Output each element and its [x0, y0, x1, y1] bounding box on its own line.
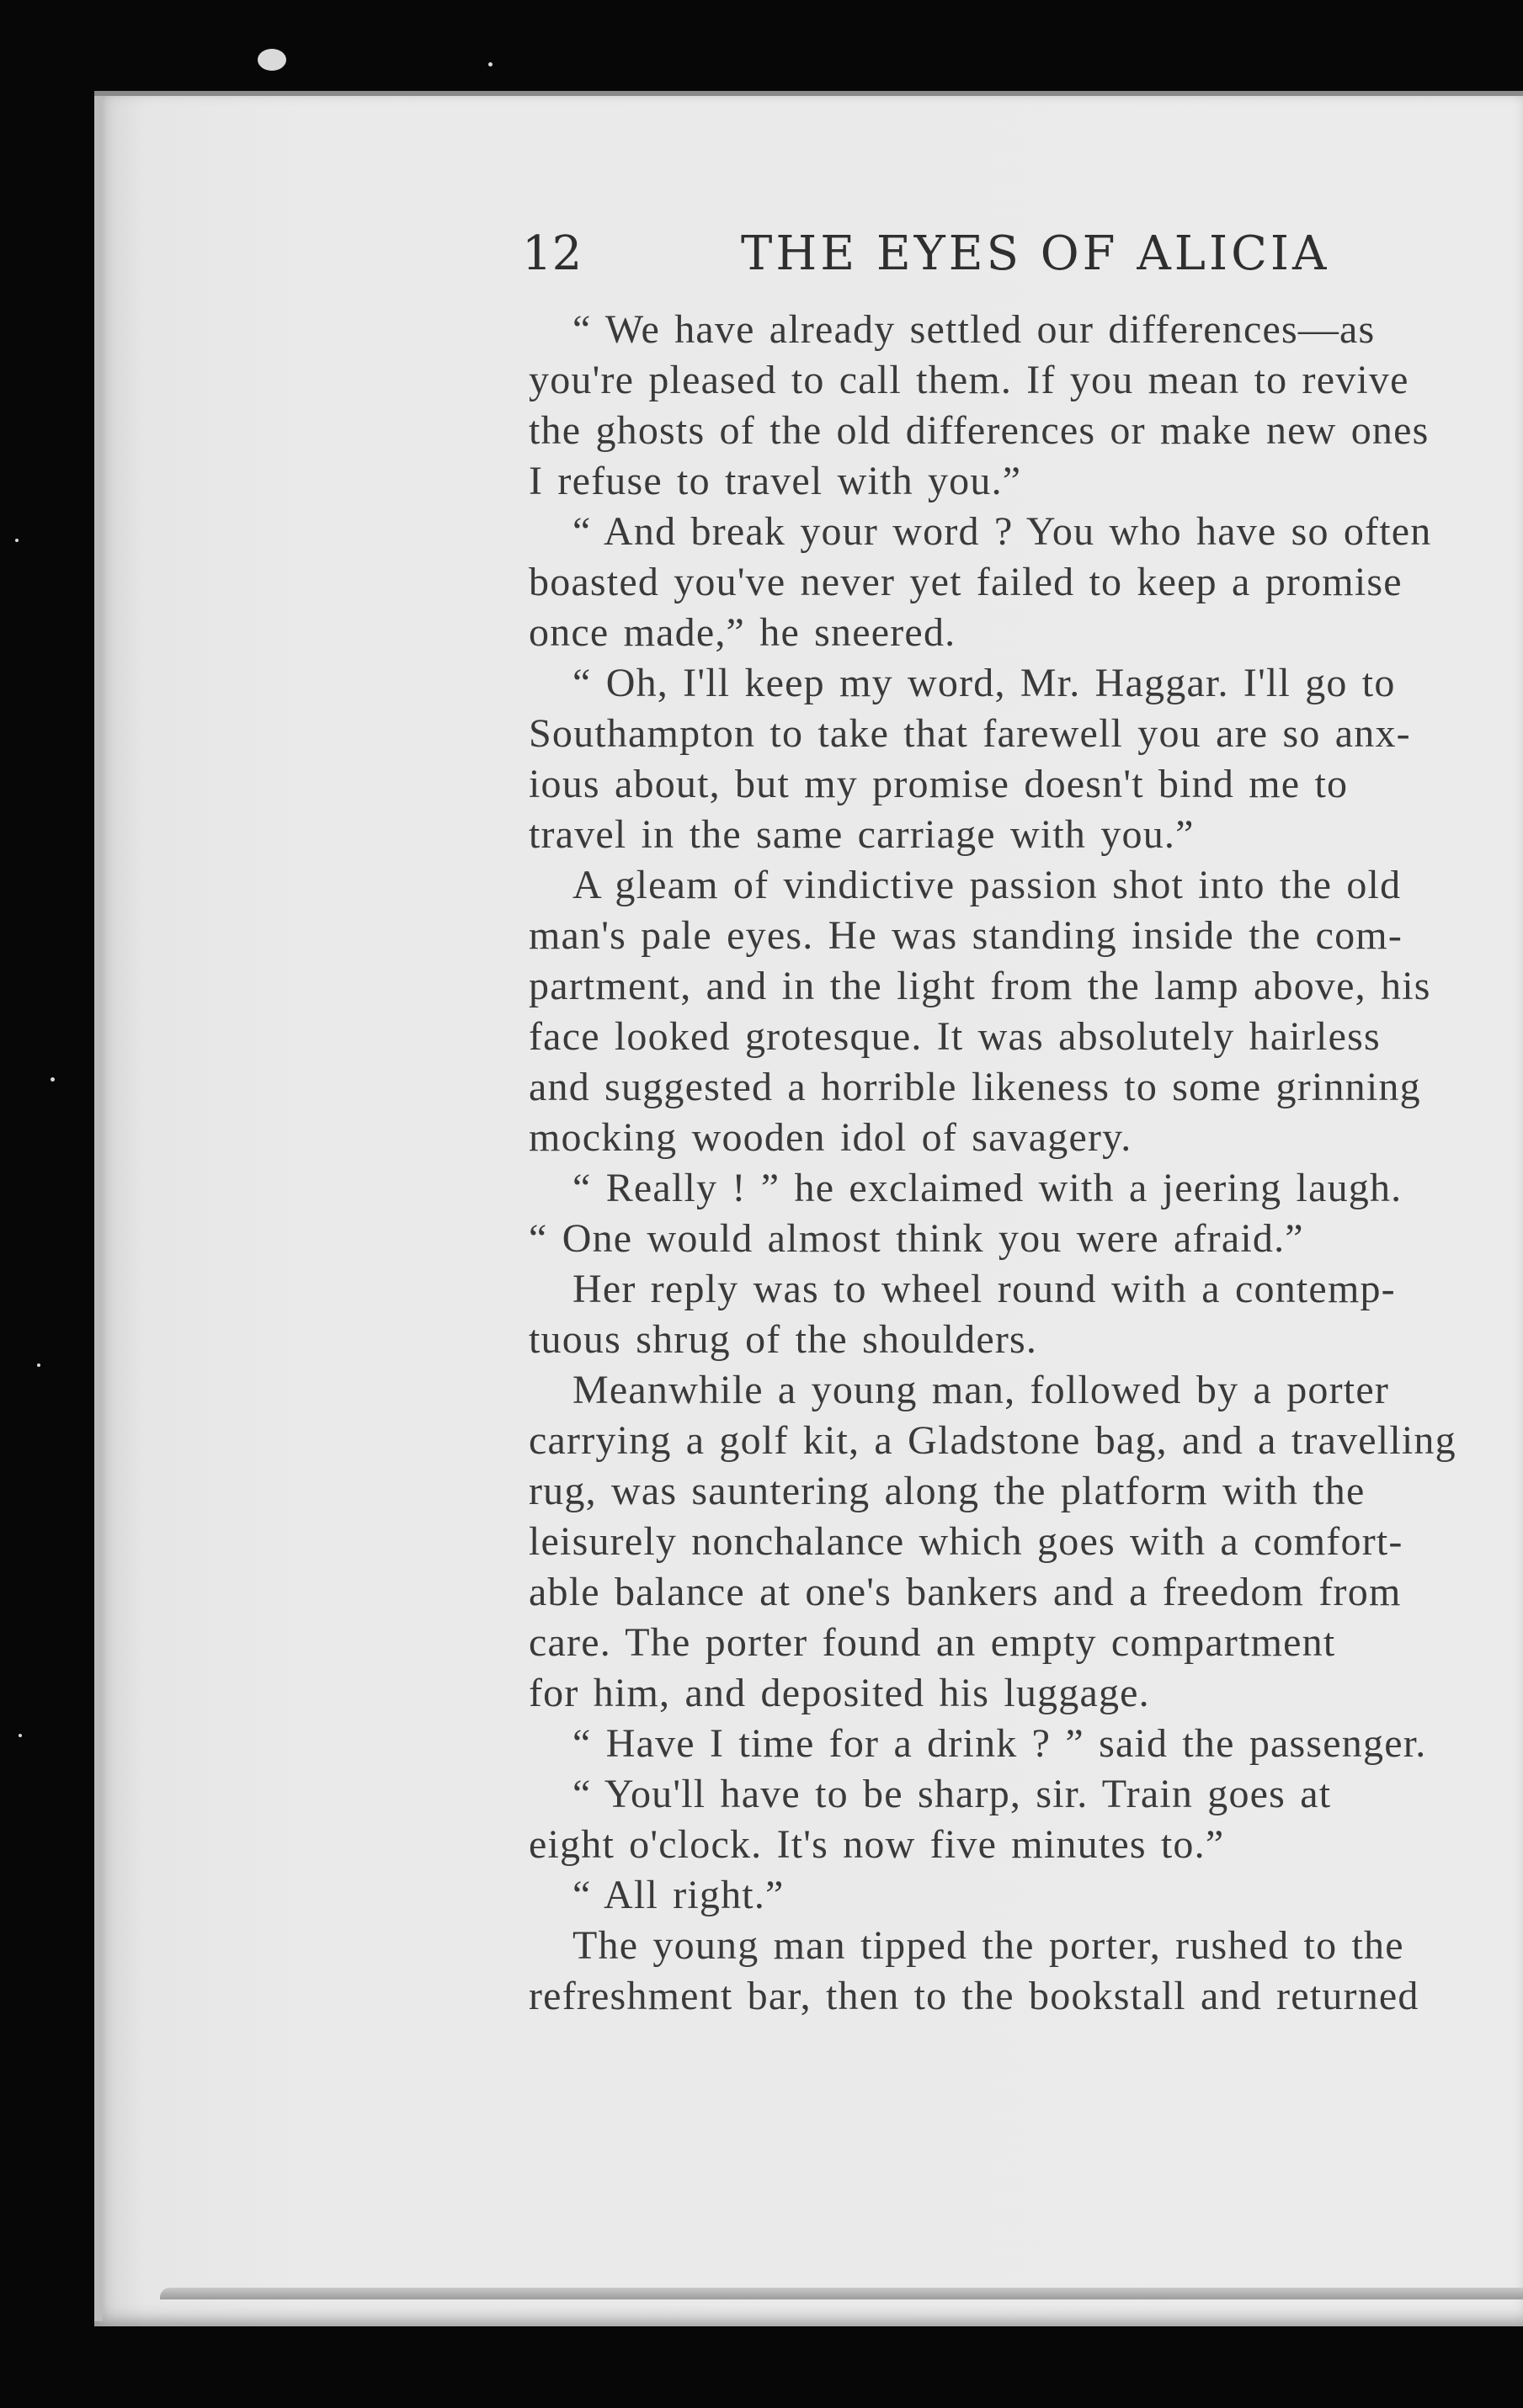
- text-line: “ One would almost think you were afraid.”: [529, 1216, 1304, 1261]
- page-number: 12: [522, 226, 583, 281]
- text-line: mocking wooden idol of savagery.: [529, 1115, 1132, 1160]
- text-line: able balance at one's bankers and a freedom from: [529, 1570, 1402, 1614]
- text-line: once made,” he sneered.: [529, 610, 956, 655]
- text-line: “ Really ! ” he exclaimed with a jeering laugh.: [572, 1166, 1403, 1210]
- dust-speck: [488, 62, 493, 66]
- text-line: you're pleased to call them. If you mean to revive: [529, 358, 1409, 402]
- text-line: the ghosts of the old differences or make new ones: [529, 408, 1430, 453]
- dust-speck: [19, 1734, 22, 1737]
- text-line: “ And break your word ? You who have so often: [572, 509, 1432, 554]
- text-line: tuous shrug of the shoulders.: [529, 1317, 1038, 1362]
- text-line: boasted you've never yet failed to keep a promise: [529, 560, 1403, 604]
- text-line: “ You'll have to be sharp, sir. Train goes at: [572, 1772, 1332, 1816]
- dust-speck: [258, 49, 286, 71]
- text-line: travel in the same carriage with you.”: [529, 812, 1195, 857]
- text-line: Southampton to take that farewell you are so anx-: [529, 711, 1411, 756]
- text-line: ious about, but my promise doesn't bind me to: [529, 762, 1349, 806]
- text-line: partment, and in the light from the lamp above, his: [529, 964, 1431, 1008]
- dust-speck: [51, 1077, 55, 1082]
- text-line: man's pale eyes. He was standing inside the com-: [529, 913, 1403, 958]
- text-line: refreshment bar, then to the bookstall and returned: [529, 1974, 1419, 2018]
- text-line: and suggested a horrible likeness to some grinning: [529, 1065, 1421, 1109]
- text-line: face looked grotesque. It was absolutely hairless: [529, 1014, 1381, 1059]
- text-line: Her reply was to wheel round with a contemp-: [572, 1267, 1396, 1311]
- text-line: “ Have I time for a drink ? ” said the passenger.: [572, 1721, 1427, 1766]
- body-text: [529, 305, 1523, 2018]
- text-line: I refuse to travel with you.”: [529, 459, 1022, 503]
- text-line: A gleam of vindictive passion shot into the old: [572, 863, 1402, 907]
- page-left-edge: [94, 96, 103, 2321]
- text-line: “ We have already settled our differences—as: [572, 307, 1376, 352]
- dust-speck: [15, 539, 19, 542]
- text-line: “ Oh, I'll keep my word, Mr. Haggar. I'll go to: [572, 661, 1396, 705]
- dust-speck: [37, 1363, 40, 1367]
- text-line: “ All right.”: [572, 1873, 785, 1917]
- text-line: The young man tipped the porter, rushed to the: [572, 1923, 1404, 1968]
- text-line: eight o'clock. It's now five minutes to.”: [529, 1822, 1225, 1867]
- text-line: care. The porter found an empty compartment: [529, 1620, 1336, 1665]
- text-line: for him, and deposited his luggage.: [529, 1671, 1150, 1715]
- text-line: leisurely nonchalance which goes with a comfort-: [529, 1519, 1403, 1564]
- page-bottom-edge: [160, 2288, 1523, 2299]
- text-line: rug, was sauntering along the platform with the: [529, 1469, 1366, 1513]
- text-line: Meanwhile a young man, followed by a porter: [572, 1368, 1390, 1412]
- text-line: carrying a golf kit, a Gladstone bag, and a travelling: [529, 1418, 1456, 1463]
- running-head: THE EYES OF ALICIA: [741, 226, 1330, 281]
